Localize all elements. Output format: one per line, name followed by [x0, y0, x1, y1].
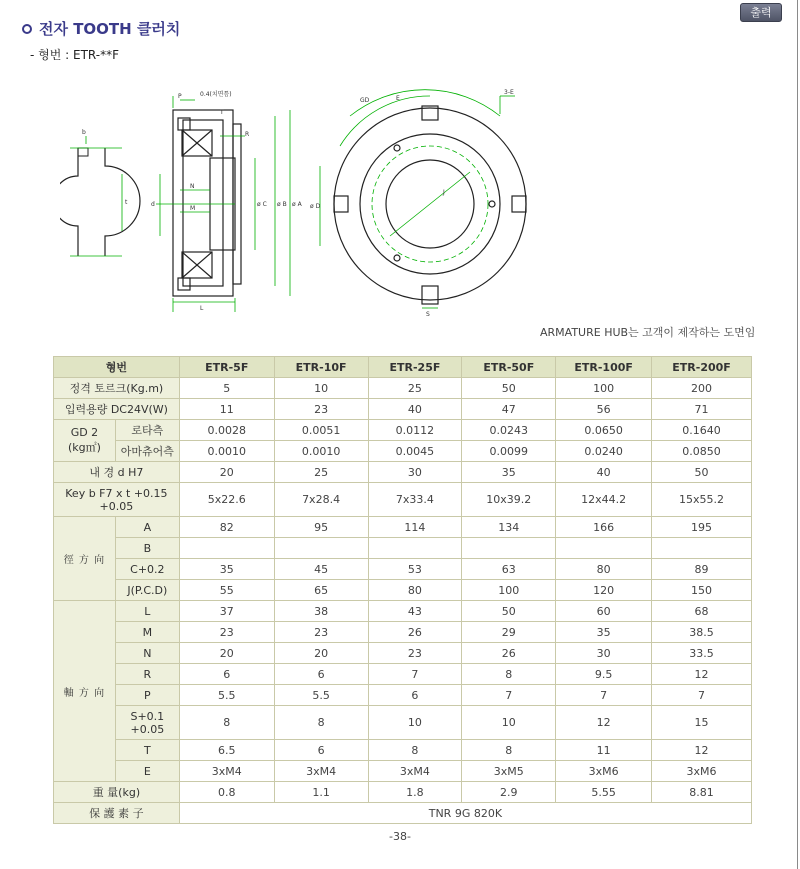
cell: 0.8: [179, 782, 274, 803]
drawing-label: t: [125, 199, 128, 206]
cell: 6: [274, 740, 368, 761]
row-label: Key b F7 x t +0.15 +0.05: [54, 483, 180, 517]
cell: [652, 538, 752, 559]
cell: 11: [179, 399, 274, 420]
model-col: ETR-50F: [462, 357, 556, 378]
cell: 29: [462, 622, 556, 643]
table-row: [54, 399, 752, 420]
table-row: [54, 706, 752, 740]
page-title: [22, 18, 180, 39]
row-label: 입력용량 DC24V(W): [54, 399, 180, 420]
drawing-label: ø A: [292, 201, 302, 208]
cell: 3xM4: [368, 761, 462, 782]
cell: 60: [556, 601, 652, 622]
cell: 45: [274, 559, 368, 580]
cell: 3xM6: [556, 761, 652, 782]
row-label: M: [115, 622, 179, 643]
table-row: [54, 580, 752, 601]
model-header: 형번: [54, 357, 180, 378]
drawing-label: L: [200, 305, 204, 312]
drawing-label: P: [178, 93, 182, 100]
cell: [368, 538, 462, 559]
drawing-label: ø C: [257, 201, 267, 208]
cell: 8: [179, 706, 274, 740]
cell: 8: [462, 740, 556, 761]
gd2-group-label: [54, 420, 116, 462]
table-row: [54, 517, 752, 538]
page-border: [797, 0, 798, 869]
cell: 1.8: [368, 782, 462, 803]
cell: 6: [368, 685, 462, 706]
cell: 50: [462, 378, 556, 399]
cell: 50: [652, 462, 752, 483]
cell: 8: [368, 740, 462, 761]
row-label: E: [115, 761, 179, 782]
cell: 12: [652, 740, 752, 761]
cell: 3xM6: [652, 761, 752, 782]
page-number: -38-: [389, 830, 411, 843]
cell: 35: [179, 559, 274, 580]
cell: 38: [274, 601, 368, 622]
row-label: R: [115, 664, 179, 685]
cell: 71: [652, 399, 752, 420]
cell: 37: [179, 601, 274, 622]
cell: [274, 538, 368, 559]
gd2-label-line1: GD 2: [70, 426, 99, 439]
table-row: [54, 538, 752, 559]
cell: 6: [179, 664, 274, 685]
row-label: 保 護 素 子: [54, 803, 180, 824]
cell: 55: [179, 580, 274, 601]
cell: 7x33.4: [368, 483, 462, 517]
cell: 12: [652, 664, 752, 685]
cell: 12: [556, 706, 652, 740]
cell: 7: [556, 685, 652, 706]
cell: 5x22.6: [179, 483, 274, 517]
cell: 0.0243: [462, 420, 556, 441]
cell: [179, 538, 274, 559]
row-label: J(P.C.D): [115, 580, 179, 601]
cell: 5.5: [179, 685, 274, 706]
cell: 65: [274, 580, 368, 601]
cell: 8.81: [652, 782, 752, 803]
cell: 1.1: [274, 782, 368, 803]
drawing-label: b: [82, 129, 86, 136]
cell: 26: [368, 622, 462, 643]
cell: 20: [274, 643, 368, 664]
drawing-label: ø D: [310, 203, 321, 210]
drawing-label: R: [245, 131, 250, 138]
model-col: ETR-25F: [368, 357, 462, 378]
cell: 35: [462, 462, 556, 483]
cell: 23: [274, 622, 368, 643]
cell: TNR 9G 820K: [179, 803, 751, 824]
cell: 7: [652, 685, 752, 706]
row-label: 아마츄어측: [115, 441, 179, 462]
cell: 50: [462, 601, 556, 622]
row-label: 내 경 d H7: [54, 462, 180, 483]
cell: 80: [556, 559, 652, 580]
table-row: [54, 740, 752, 761]
model-col: ETR-10F: [274, 357, 368, 378]
cell: 12x44.2: [556, 483, 652, 517]
print-button[interactable]: 출력: [740, 3, 782, 22]
cell: 0.0045: [368, 441, 462, 462]
table-header-row: [54, 357, 752, 378]
cell: 10x39.2: [462, 483, 556, 517]
cell: 30: [556, 643, 652, 664]
cell: 0.0010: [179, 441, 274, 462]
cell: 0.0112: [368, 420, 462, 441]
cell: 15: [652, 706, 752, 740]
model-subtitle: - 형번 : ETR-**F: [30, 48, 119, 62]
cell: 20: [179, 462, 274, 483]
drawing-label: N: [190, 183, 195, 190]
cell: 5.55: [556, 782, 652, 803]
table-row: [54, 803, 752, 824]
cell: [462, 538, 556, 559]
cell: 6.5: [179, 740, 274, 761]
cell: 120: [556, 580, 652, 601]
cell: 0.0240: [556, 441, 652, 462]
gd2-label-line2: (kg㎡): [67, 441, 101, 454]
page-title-text: 전자 TOOTH 클러치: [39, 20, 181, 38]
cell: [556, 538, 652, 559]
row-label: B: [115, 538, 179, 559]
table-row: [54, 622, 752, 643]
cell: 100: [556, 378, 652, 399]
cell: 33.5: [652, 643, 752, 664]
table-row: [54, 483, 752, 517]
cell: 0.0850: [652, 441, 752, 462]
cell: 5: [179, 378, 274, 399]
cell: 10: [274, 378, 368, 399]
cell: 7: [462, 685, 556, 706]
cell: 0.0010: [274, 441, 368, 462]
cell: 5.5: [274, 685, 368, 706]
table-row: [54, 643, 752, 664]
row-label: N: [115, 643, 179, 664]
row-label: 정격 토르크(Kg.m): [54, 378, 180, 399]
table-row: [54, 664, 752, 685]
cell: 68: [652, 601, 752, 622]
cell: 0.0028: [179, 420, 274, 441]
technical-drawing: [60, 86, 550, 318]
drawing-caption: ARMATURE HUB는 고객이 제작하는 도면임: [540, 326, 756, 339]
cell: 200: [652, 378, 752, 399]
drawing-label: M: [190, 205, 196, 212]
cell: 30: [368, 462, 462, 483]
cell: 8: [274, 706, 368, 740]
cell: 3xM4: [179, 761, 274, 782]
cell: 35: [556, 622, 652, 643]
row-label: 로타측: [115, 420, 179, 441]
cell: 3xM4: [274, 761, 368, 782]
cell: 89: [652, 559, 752, 580]
cell: 40: [556, 462, 652, 483]
cell: 25: [368, 378, 462, 399]
cell: 100: [462, 580, 556, 601]
cell: 26: [462, 643, 556, 664]
cell: 25: [274, 462, 368, 483]
model-col: ETR-200F: [652, 357, 752, 378]
model-col: ETR-100F: [556, 357, 652, 378]
cell: 56: [556, 399, 652, 420]
cell: 40: [368, 399, 462, 420]
radial-group-label: 徑 方 向: [54, 517, 116, 601]
drawing-label: 3-E: [504, 89, 514, 96]
spec-table: [53, 356, 752, 824]
cell: 7x28.4: [274, 483, 368, 517]
row-label: L: [115, 601, 179, 622]
cell: 166: [556, 517, 652, 538]
cell: 47: [462, 399, 556, 420]
cell: 9.5: [556, 664, 652, 685]
table-row: [54, 685, 752, 706]
table-row: [54, 761, 752, 782]
row-label: C+0.2: [115, 559, 179, 580]
cell: 114: [368, 517, 462, 538]
cell: 195: [652, 517, 752, 538]
table-row: [54, 782, 752, 803]
cell: 8: [462, 664, 556, 685]
drawing-label: d: [151, 201, 155, 208]
drawing-label: GD: [360, 97, 370, 104]
cell: 0.0099: [462, 441, 556, 462]
cell: 23: [274, 399, 368, 420]
cell: 150: [652, 580, 752, 601]
cell: 53: [368, 559, 462, 580]
drawing-label: S: [426, 311, 430, 318]
cell: 2.9: [462, 782, 556, 803]
table-row: [54, 462, 752, 483]
cell: 63: [462, 559, 556, 580]
table-row: [54, 420, 752, 441]
cell: 11: [556, 740, 652, 761]
cell: 80: [368, 580, 462, 601]
cell: 23: [368, 643, 462, 664]
row-label: S+0.1 +0.05: [115, 706, 179, 740]
row-label: A: [115, 517, 179, 538]
cell: 15x55.2: [652, 483, 752, 517]
circle-bullet-icon: [22, 24, 32, 34]
cell: 134: [462, 517, 556, 538]
drawing-label: E: [396, 95, 400, 102]
cell: 6: [274, 664, 368, 685]
drawing-label: ø B: [277, 201, 287, 208]
table-row: [54, 559, 752, 580]
row-label: P: [115, 685, 179, 706]
cell: 23: [179, 622, 274, 643]
cell: 20: [179, 643, 274, 664]
cell: 38.5: [652, 622, 752, 643]
cell: 95: [274, 517, 368, 538]
row-label: 重 量(kg): [54, 782, 180, 803]
cell: 43: [368, 601, 462, 622]
drawing-label: J: [443, 189, 445, 196]
model-col: ETR-5F: [179, 357, 274, 378]
drawing-label: 0.4(치면틈): [200, 91, 232, 98]
cell: 3xM5: [462, 761, 556, 782]
table-row: [54, 601, 752, 622]
cell: 10: [462, 706, 556, 740]
table-row: [54, 378, 752, 399]
drawing-label: T: [220, 109, 224, 116]
cell: 82: [179, 517, 274, 538]
cell: 7: [368, 664, 462, 685]
axial-group-label: 軸 方 向: [54, 601, 116, 782]
cell: 0.1640: [652, 420, 752, 441]
cell: 0.0051: [274, 420, 368, 441]
cell: 0.0650: [556, 420, 652, 441]
row-label: T: [115, 740, 179, 761]
table-row: [54, 441, 752, 462]
cell: 10: [368, 706, 462, 740]
